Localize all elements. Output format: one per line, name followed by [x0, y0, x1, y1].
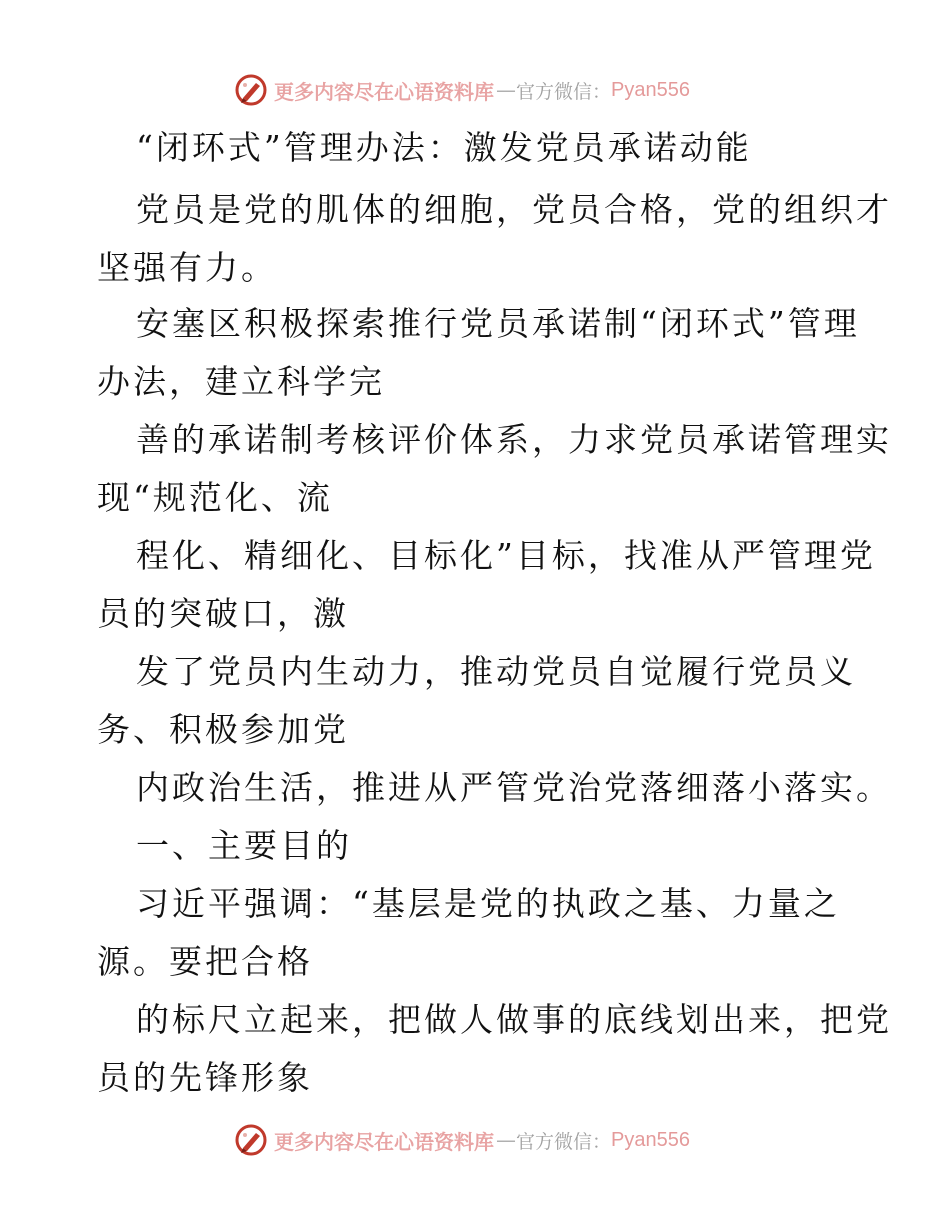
- paragraph-line: 程化、精细化、目标化”目标，找准从严管理党: [136, 536, 876, 575]
- footer-watermark: [234, 1120, 690, 1160]
- watermark-wechat-id: Pyan556: [611, 78, 690, 101]
- paragraph-line: 发了党员内生动力，推动党员自觉履行党员义: [136, 652, 856, 691]
- paragraph-line: 员的先锋形象: [97, 1058, 313, 1097]
- paragraph-line: 习近平强调：“基层是党的执政之基、力量之: [136, 884, 840, 923]
- paragraph-line: 党员是党的肌体的细胞，党员合格，党的组织才: [136, 190, 892, 229]
- paragraph-line: 源。要把合格: [97, 942, 313, 981]
- paragraph-line: 坚强有力。: [97, 248, 277, 287]
- paragraph-line: 的标尺立起来，把做人做事的底线划出来，把党: [136, 1000, 892, 1039]
- watermark-text: 更多内容尽在心语资料库: [274, 1129, 494, 1154]
- watermark-text: 更多内容尽在心语资料库: [274, 79, 494, 104]
- pen-logo-icon: [234, 1123, 268, 1157]
- paragraph-line: 现“规范化、流: [97, 478, 333, 517]
- pen-logo-icon: [234, 73, 268, 107]
- paragraph-line: 善的承诺制考核评价体系，力求党员承诺管理实: [136, 420, 892, 459]
- header-watermark: [234, 70, 690, 110]
- watermark-dash: —: [496, 78, 516, 102]
- paragraph-line: 内政治生活，推进从严管党治党落细落小落实。: [136, 768, 892, 807]
- paragraph-line: 安塞区积极探索推行党员承诺制“闭环式”管理: [136, 304, 860, 343]
- watermark-dash: —: [496, 1128, 516, 1152]
- document-title: “闭环式”管理办法：激发党员承诺动能: [136, 128, 752, 167]
- section-heading: 一、主要目的: [136, 826, 352, 865]
- watermark-wechat-label: 官方微信：: [516, 80, 612, 103]
- paragraph-line: 员的突破口，激: [97, 594, 349, 633]
- paragraph-line: 务、积极参加党: [97, 710, 349, 749]
- watermark-wechat-label: 官方微信：: [516, 1130, 612, 1153]
- watermark-wechat-id: Pyan556: [611, 1128, 690, 1151]
- paragraph-line: 办法，建立科学完: [97, 362, 385, 401]
